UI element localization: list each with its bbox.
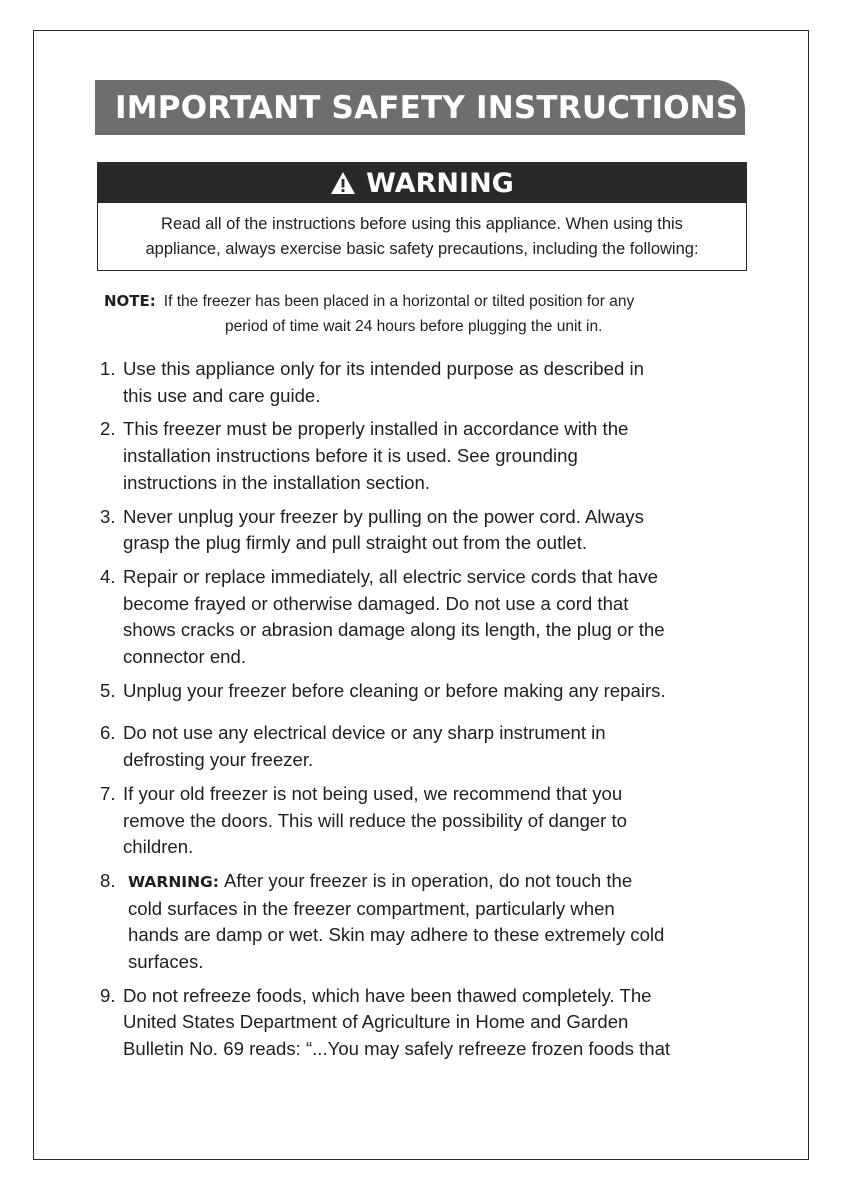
item-text-line: instructions in the installation section. [123,471,430,493]
warning-text-line: appliance, always exercise basic safety precautions, including the following: [145,240,699,258]
list-item [100,564,760,671]
item-text-line: Do not use any electrical device or any sharp instrument in [123,722,606,744]
item-text-line: After your freezer is in operation, do not touch the [223,869,633,891]
item-text-line: connector end. [123,646,247,668]
list-item [100,720,760,773]
title-banner [95,80,745,135]
item-text-line: installation instructions before it is used. See grounding [123,445,578,467]
item-text-line: grasp the plug firmly and pull straight out from the outlet. [123,532,588,554]
item-text-line: shows cracks or abrasion damage along its length, the plug or the [123,619,665,641]
item-text-line: Use this appliance only for its intended purpose as described in [123,358,644,379]
item-text-line: Do not refreeze foods, which have been thawed completely. The [123,984,652,1006]
warning-box [97,162,747,271]
warning-text [98,203,746,262]
item-text-line: children. [123,836,194,858]
warning-triangle-icon [330,171,356,195]
item-text-line: Unplug your freezer before cleaning or before making any repairs. [123,679,666,701]
item-text-line: cold surfaces in the freezer compartment, particularly when [128,897,615,919]
list-item [100,356,760,409]
warning-header [98,163,746,203]
item-number: 6. [100,722,116,744]
item-text-line: If your old freezer is not being used, we recommend that you [123,782,623,804]
list-item [100,416,760,496]
list-item [100,983,760,1063]
list-item [100,678,760,705]
item-number: 7. [100,782,116,804]
note-text-line: If the freezer has been placed in a horizontal or tilted position for any [163,293,635,310]
item-number: 9. [100,984,116,1006]
item-text-line: defrosting your freezer. [123,749,314,771]
note-text-line: period of time wait 24 hours before plugging the unit in. [225,318,603,335]
item-number: 8. [100,869,116,891]
item-text-line: This freezer must be properly installed in accordance with the [123,418,629,440]
item-number: 5. [100,679,116,701]
item-number: 4. [100,565,116,587]
list-item [100,868,760,976]
item-number: 1. [100,358,116,379]
warning-title: WARNING [366,167,514,199]
warning-text-line: Read all of the instructions before using this appliance. When using this [161,215,683,233]
item-text-line: United States Department of Agriculture in Home and Garden [123,1011,629,1033]
list-item [100,781,760,861]
item-text-line: this use and care guide. [123,384,321,406]
item-text-line: become frayed or otherwise damaged. Do not use a cord that [123,592,629,614]
safety-instructions-list [100,356,760,1070]
item-text-line: remove the doors. This will reduce the possibility of danger to [123,809,628,831]
item-text-line: surfaces. [128,951,204,973]
item-text-line: Never unplug your freezer by pulling on the power cord. Always [123,505,644,527]
item-number: 2. [100,418,116,440]
item-text-line: Repair or replace immediately, all electric service cords that have [123,565,658,587]
note [104,289,764,339]
item-text-line: Bulletin No. 69 reads: “...You may safely refreeze frozen foods that [123,1038,671,1060]
inline-warning-label: WARNING: [128,872,219,891]
item-number: 3. [100,505,116,527]
list-item [100,504,760,557]
note-label: NOTE: [104,292,156,310]
item-text-line: hands are damp or wet. Skin may adhere to these extremely cold [128,924,665,946]
page-title: IMPORTANT SAFETY INSTRUCTIONS [115,89,739,126]
